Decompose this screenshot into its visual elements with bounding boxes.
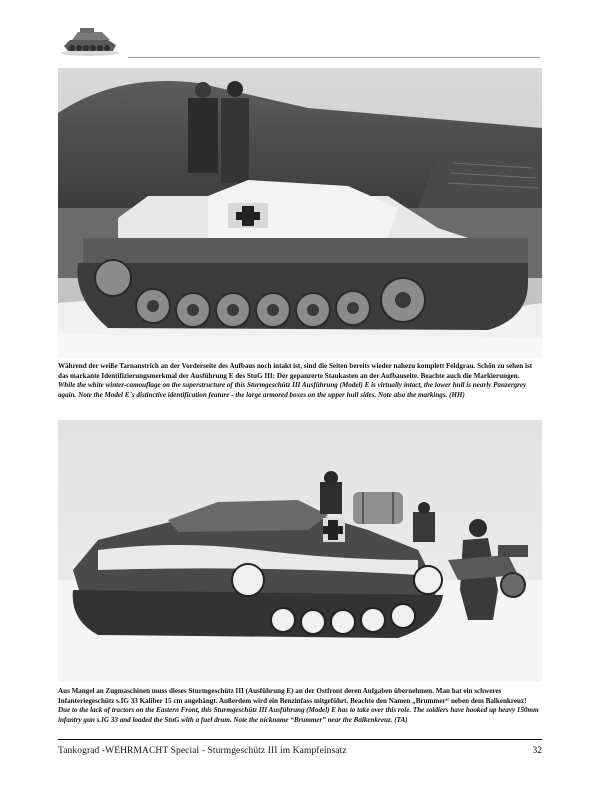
page-number: 32 [532, 746, 542, 756]
caption-english-text: While the white winter-camouflage on the superstructure of this Sturmgeschütz III Ausführung (Model) E is virtually intact, the lower hull is nearly Panzergrey again. Note the Model E´s distinctive identification feature - the large armored boxes on the upper hull sides. Note also the markings. (HH) [58, 381, 527, 399]
caption-german-text: Aus Mangel an Zugmaschinen muss dieses Sturmgeschütz III (Ausführung E) an der Ostfront deren Aufgaben übernehmen. Man hat ein schweres Infanteriegeschütz s.IG 33 Kaliber 15 cm angehängt. Außerdem wird ein Benzinfass mitgeführt. Beachte den Namen „Brummer“ neben dem Balkenkreuz! [58, 687, 527, 705]
footer-title: Tankograd -WEHRMACHT Special - Sturmgeschütz III im Kampfeinsatz [58, 746, 347, 756]
caption-german-text: Während der weiße Tarnanstrich an der Vorderseite des Aufbaus noch intakt ist, sind die Seiten bereits wieder nahezu komplett Feldgrau. Schön zu sehen ist das markante Identifizierungsmerkmal der Ausführung E des StuG III: Der gepanzerte Staukasten an der Aufbauseite. Beachte auch die Markierungen. [58, 362, 533, 380]
header-rule [128, 57, 540, 58]
photo-caption-1 [58, 362, 542, 400]
caption-english-text: Due to the lack of tractors on the Eastern Front, this Sturmgeschütz III Ausführung (Model) E has to take over this role. The soldiers have hooked up heavy 150mm infantry gun s.IG 33 and loaded the StuG with a fuel drum. Note the nickname “Brummer” near the Balkenkreuz. (TA) [58, 706, 539, 724]
photo-caption-2 [58, 687, 542, 725]
stug-tank-thumbnail-icon [58, 20, 122, 58]
stug-winter-camouflage-photo [58, 68, 542, 358]
stug-towing-infantry-gun-photo [58, 420, 542, 682]
footer-rule [58, 739, 542, 740]
